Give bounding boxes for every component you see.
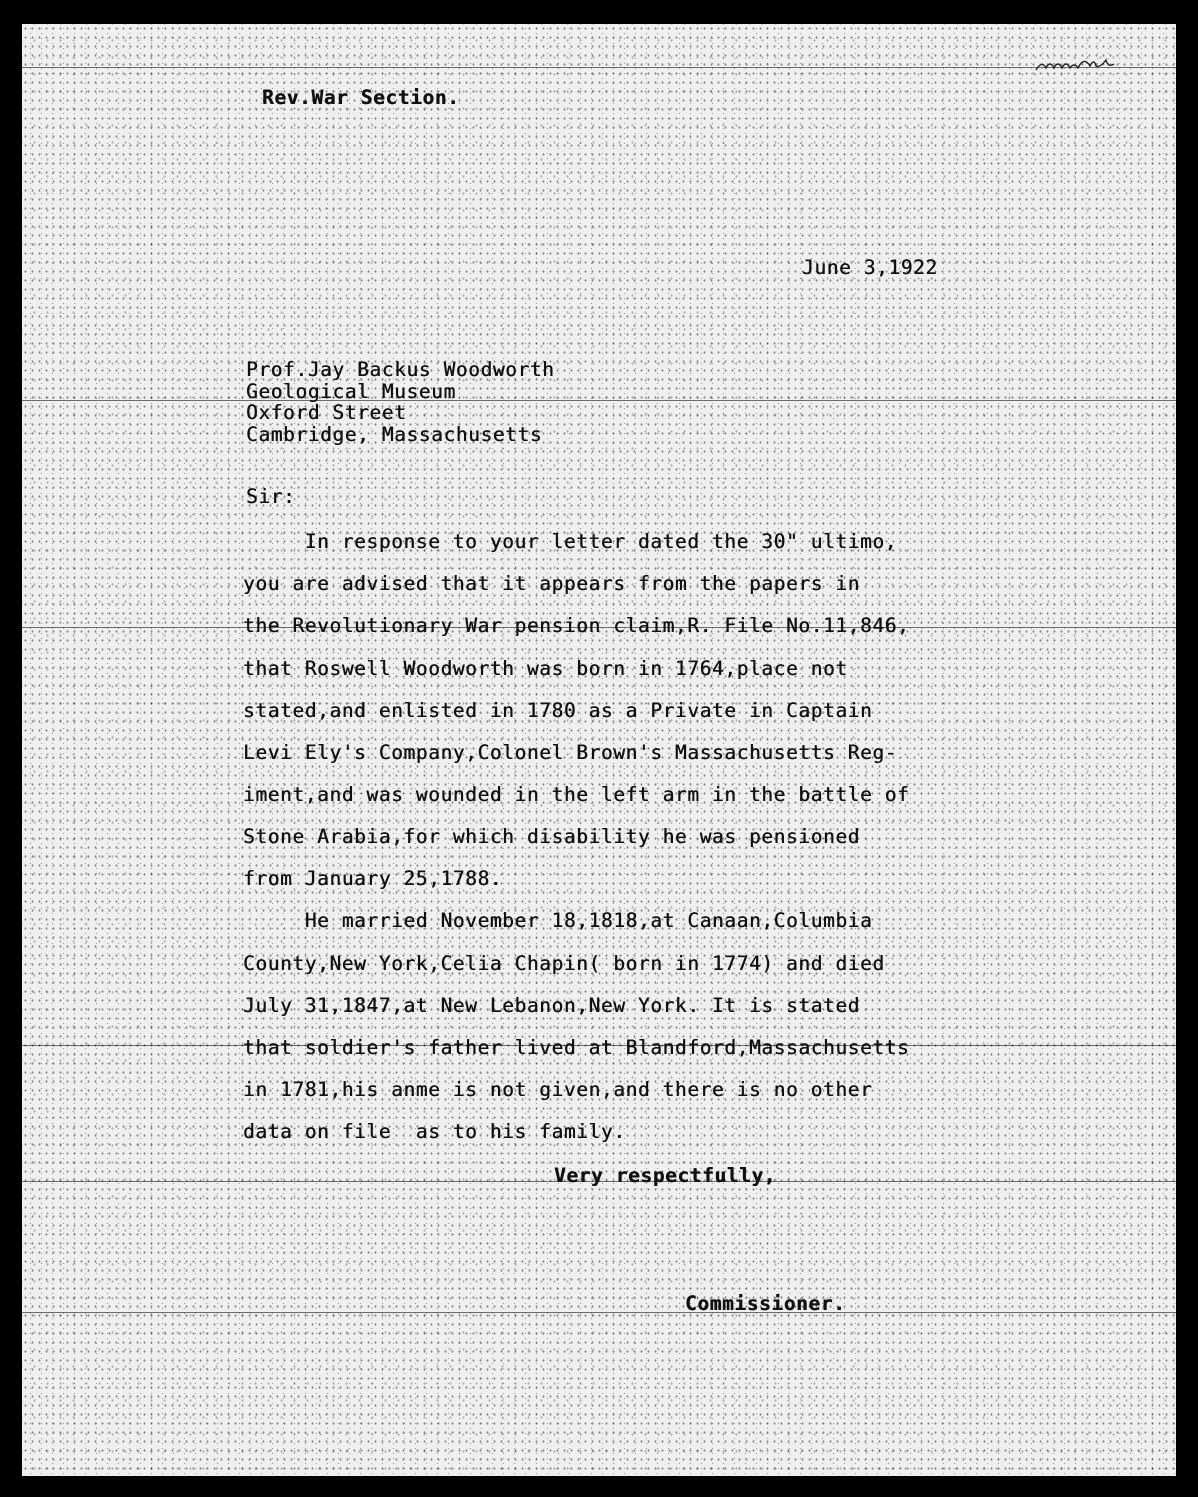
letter-page (22, 24, 1176, 1476)
handwritten-mark-icon (1034, 54, 1116, 74)
body-line: He married November 18,1818,at Canaan,Columbia (243, 909, 873, 932)
body-line: Levi Ely's Company,Colonel Brown's Massachusetts Reg- (243, 741, 898, 764)
body-line: that Roswell Woodworth was born in 1764,place not (243, 657, 848, 680)
body-line: that soldier's father lived at Blandford,Massachusetts (243, 1036, 910, 1059)
scan-line (22, 67, 1176, 68)
letter-date: June 3,1922 (802, 256, 938, 279)
body-line: in 1781,his anme is not given,and there is no other (243, 1078, 873, 1101)
closing: Very respectfully, (554, 1164, 777, 1187)
body-line: July 31,1847,at New Lebanon,New York. It is stated (243, 994, 860, 1017)
recipient-line3: Oxford Street (246, 401, 407, 424)
body-line: Stone Arabia,for which disability he was pensioned (243, 825, 860, 848)
signature-title: Commissioner. (685, 1292, 846, 1315)
recipient-line2: Geological Museum (246, 380, 456, 403)
body-line: from January 25,1788. (243, 867, 503, 890)
scan-line (22, 1312, 1176, 1313)
section-header: Rev.War Section. (262, 86, 460, 109)
body-line: County,New York,Celia Chapin( born in 1774) and died (243, 952, 885, 975)
salutation: Sir: (246, 485, 296, 508)
body-line: data on file as to his family. (243, 1120, 626, 1143)
body-line: the Revolutionary War pension claim,R. File No.11,846, (243, 614, 910, 637)
body-line: stated,and enlisted in 1780 as a Private in Captain (243, 699, 873, 722)
body-line: iment,and was wounded in the left arm in the battle of (243, 783, 910, 806)
recipient-line4: Cambridge, Massachusetts (246, 423, 543, 446)
scan-line (22, 400, 1176, 401)
body-line: you are advised that it appears from the papers in (243, 572, 860, 595)
recipient-name: Prof.Jay Backus Woodworth (246, 358, 555, 381)
body-line: In response to your letter dated the 30" ultimo, (243, 530, 898, 553)
